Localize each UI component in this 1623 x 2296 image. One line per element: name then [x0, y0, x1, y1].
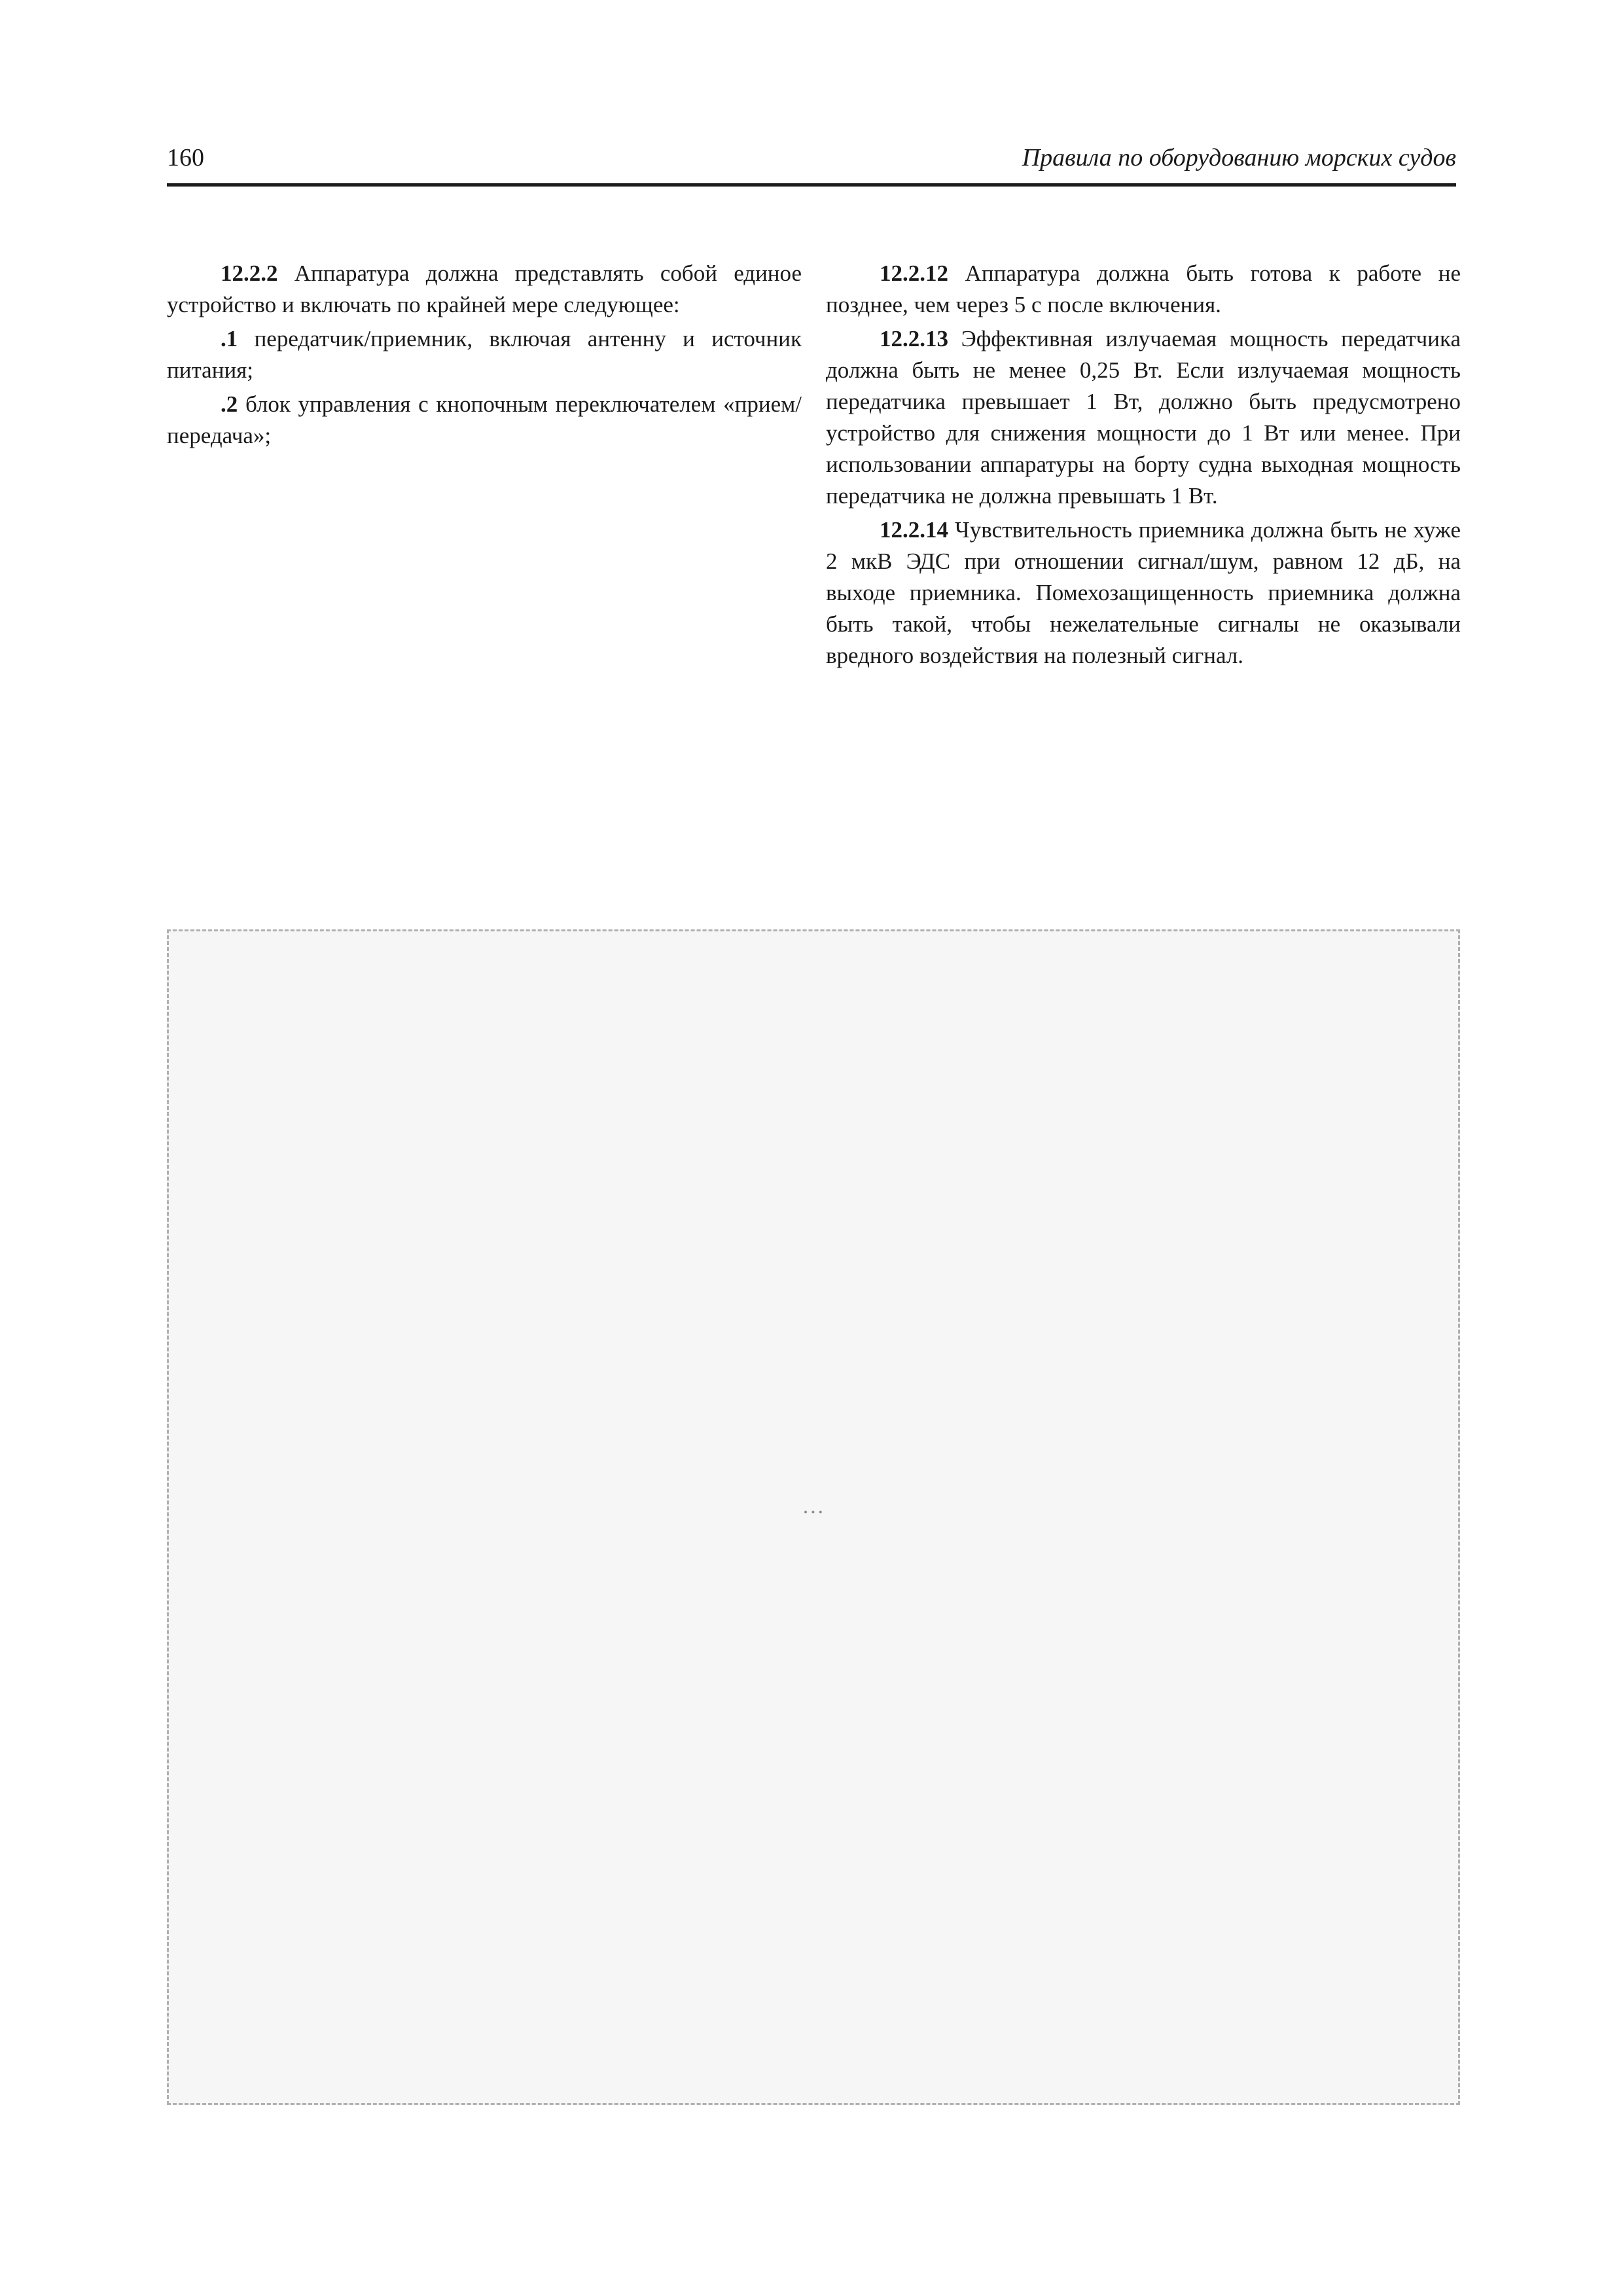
page-header	[167, 143, 1456, 187]
clause-number: 12.2.12	[880, 260, 948, 286]
paragraph	[826, 514, 1461, 672]
omitted-note: …	[803, 1494, 824, 1518]
paragraph-text: передатчик/приемник, включая антенну и источник питания;	[167, 326, 802, 383]
paragraph-text: блок управления с кнопочным переключателем «прием/передача»;	[167, 391, 802, 448]
paragraph	[167, 389, 802, 452]
paragraph	[826, 258, 1461, 321]
paragraph-text: Эффективная излучаемая мощность передатчика должна быть не менее 0,25 Вт. Если излучаемая мощность передатчика превышает 1 Вт, должно быть предусмотрено устройство для снижения мощности до 1 Вт или менее. При использовании аппаратуры на борту судна выходная мощность передатчика не должна превышать 1 Вт.	[826, 326, 1461, 509]
running-title: Правила по оборудованию морских судов	[1022, 144, 1456, 171]
clause-number: 12.2.13	[880, 326, 948, 351]
paragraph	[826, 323, 1461, 512]
clause-number: .2	[221, 391, 238, 417]
paragraph	[167, 258, 802, 321]
clause-number: 12.2.14	[880, 517, 948, 543]
paragraph	[167, 323, 802, 386]
page-number: 160	[167, 144, 204, 171]
left-column	[167, 258, 802, 454]
omitted-region	[167, 929, 1460, 2105]
paragraph-text: Аппаратура должна быть готова к работе не позднее, чем через 5 с после включения.	[826, 260, 1461, 317]
right-column	[826, 258, 1461, 674]
paragraph-text: Чувствительность приемника должна быть не хуже 2 мкВ ЭДС при отношении сигнал/шум, равном 12 дБ, на выходе приемника. Помехозащищенность приемника должна быть такой, чтобы нежелательные сигналы не оказывали вредного воздействия на полезный сигнал.	[826, 517, 1461, 668]
clause-number: .1	[221, 326, 238, 351]
clause-number: 12.2.2	[221, 260, 278, 286]
paragraph-text: Аппаратура должна представлять собой единое устройство и включать по крайней мере следующее:	[167, 260, 802, 317]
